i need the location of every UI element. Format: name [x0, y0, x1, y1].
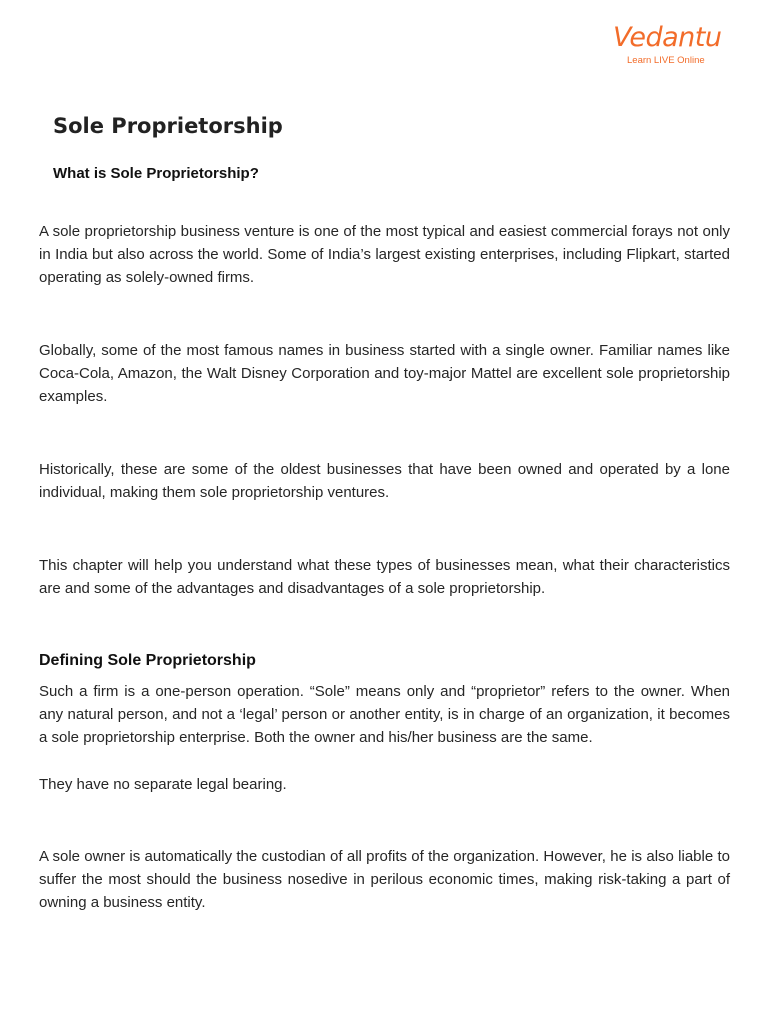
page-title: Sole Proprietorship — [53, 114, 283, 138]
vedantu-logo — [613, 22, 722, 70]
section-heading: Defining Sole Proprietorship — [39, 652, 256, 669]
paragraph-definition: Such a firm is a one-person operation. “Sole” means only and “proprietor” refers to the owner. When any natural person, and not a ‘legal’ person or another entity, is in charge of an organization, it becomes a sole proprietorship enterprise. Both the owner and his/her business are the same. — [39, 683, 730, 747]
paragraph-liability: A sole owner is automatically the custodian of all profits of the organization. However, he is also liable to suffer the most should the business nosedive in perilous economic times, making risk-taking a part of owning a business entity. — [39, 848, 730, 912]
subtitle: What is Sole Proprietorship? — [53, 165, 259, 182]
logo-wordmark: Vedantu — [613, 22, 722, 53]
paragraph-historical: Historically, these are some of the oldest businesses that have been owned and operated by a lone individual, making them sole proprietorship ventures. — [39, 461, 730, 502]
logo-tagline: Learn LIVE Online — [627, 55, 705, 66]
paragraph-chapter-overview: This chapter will help you understand what these types of businesses mean, what their characteristics are and some of the advantages and disadvantages of a sole proprietorship. — [39, 557, 730, 598]
paragraph-intro: A sole proprietorship business venture is one of the most typical and easiest commercial forays not only in India but also across the world. Some of India’s largest existing enterprises, including Flipkart, started operating as solely-owned firms. — [39, 223, 730, 287]
paragraph-global-examples: Globally, some of the most famous names in business started with a single owner. Familiar names like Coca-Cola, Amazon, the Walt Disney Corporation and toy-major Mattel are excellent sole proprietorship examples. — [39, 342, 730, 406]
paragraph-legal-bearing: They have no separate legal bearing. — [39, 776, 287, 793]
